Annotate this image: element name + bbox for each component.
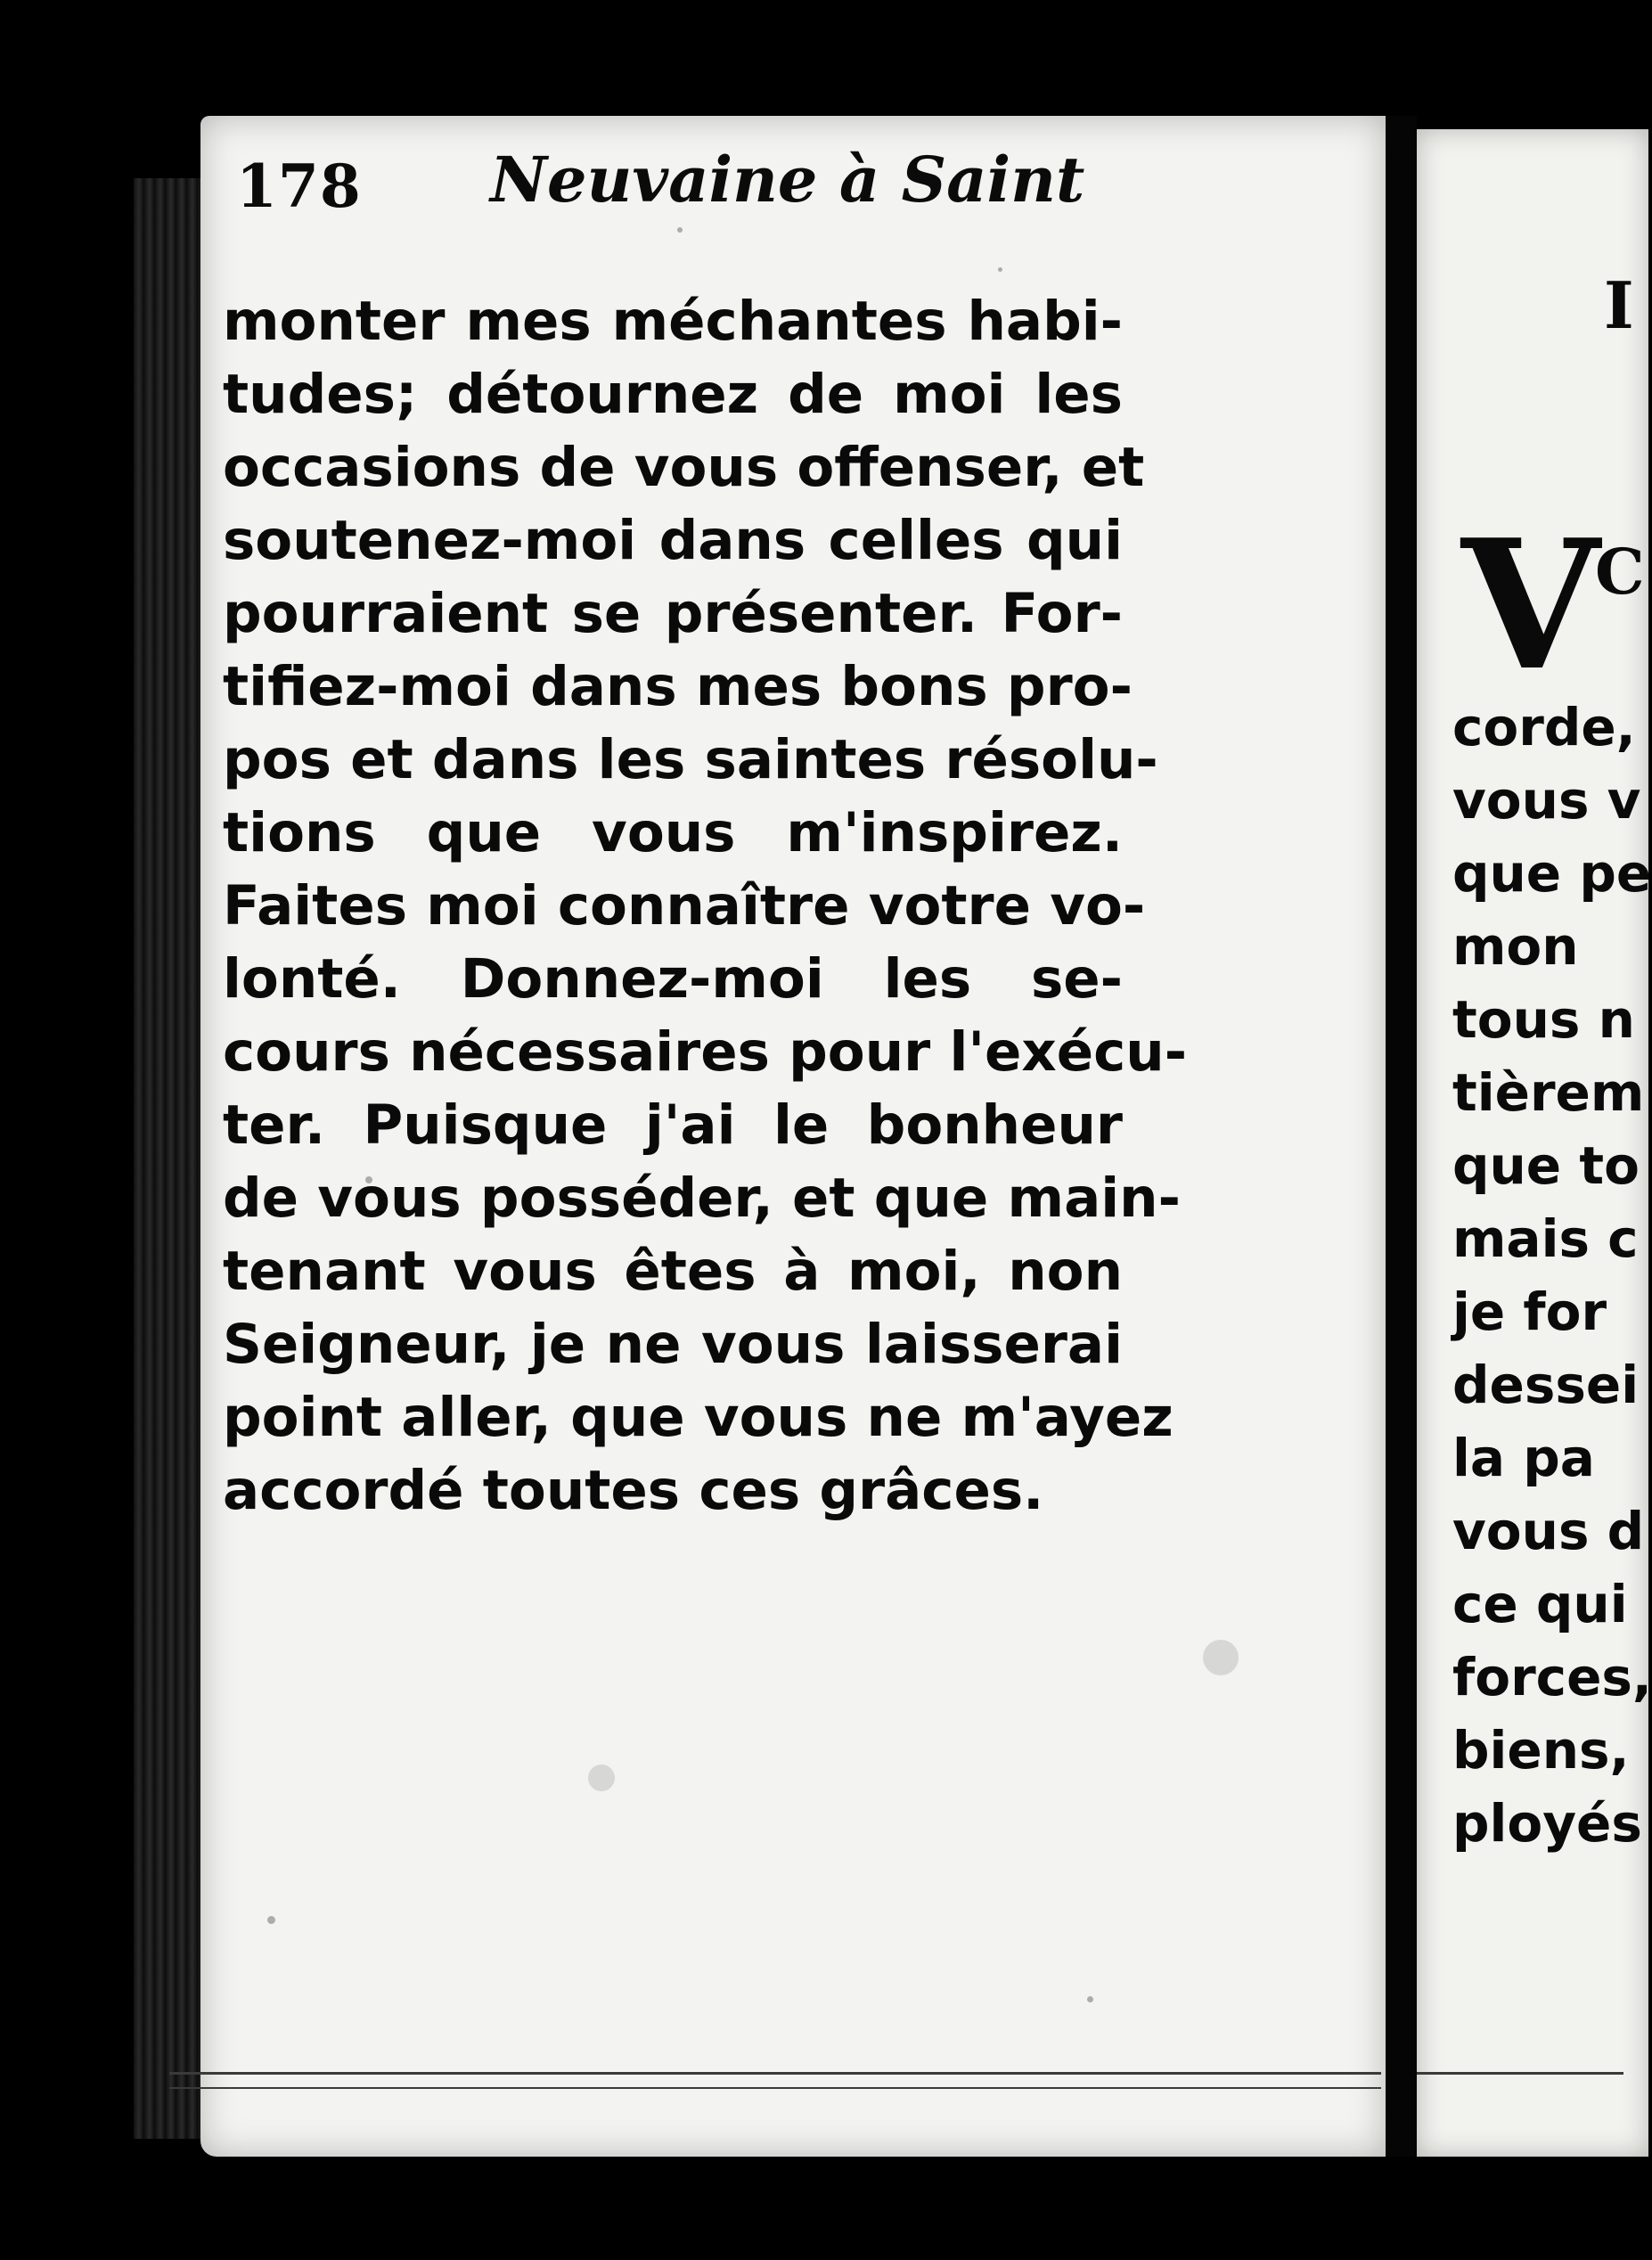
text-line: lonté. Donnez-moi les se- [223,947,1123,1011]
text-line: cours nécessaires pour l'exécu- [223,1020,1188,1084]
text-line: accordé toutes ces grâces. [223,1459,1044,1522]
right-page-text [1452,691,1652,1860]
text-line: ployés [1452,1793,1642,1854]
text-line: Seigneur, je ne vous laisserai [223,1313,1123,1376]
text-line: biens, [1452,1720,1630,1781]
text-line: Faites moi connaître votre vo- [223,874,1146,938]
body-text [223,285,1188,1527]
text-line: vous v [1452,770,1641,831]
text-line: tifiez-moi dans mes bons pro- [223,655,1133,718]
page-header [236,143,1127,241]
text-line: que to [1452,1135,1640,1196]
bottom-rule [1417,2072,1623,2075]
paper-speck [588,1765,615,1791]
text-line: corde, [1452,697,1636,757]
page-number: 178 [236,151,362,221]
drop-cap-following-letter: C [1595,535,1645,609]
running-title: Neuvaine à Saint [490,143,1085,217]
paper-speck [1203,1640,1239,1675]
text-line: tions que vous m'inspirez. [223,801,1123,864]
text-line: forces, [1452,1647,1652,1707]
text-line: la pa [1452,1428,1595,1488]
bottom-rule [169,2087,1381,2089]
text-line: monter mes méchantes habi- [223,290,1123,353]
paper-speck [1087,1996,1093,2002]
page-gutter [1386,116,1417,2157]
paper-speck [998,267,1002,272]
text-line: point aller, que vous ne m'ayez [223,1386,1174,1449]
right-page-header-fragment: I [1604,267,1634,343]
text-line: pourraient se présenter. For- [223,582,1123,645]
text-line: ter. Puisque j'ai le bonheur [223,1093,1123,1157]
text-line: vous d [1452,1501,1645,1561]
bottom-rule [169,2072,1381,2075]
text-line: tenant vous êtes à moi, non [223,1240,1123,1303]
text-line: tièrem [1452,1062,1645,1123]
text-line: mon [1452,916,1579,977]
text-line: ce qui [1452,1574,1628,1634]
text-line: pos et dans les saintes résolu- [223,728,1158,791]
text-line: tudes; détournez de moi les [223,363,1123,426]
paper-speck [267,1916,275,1924]
text-line: je for [1452,1281,1607,1342]
text-line: soutenez-moi dans celles qui [223,509,1123,572]
text-line: tous n [1452,989,1635,1050]
drop-cap: V [1461,501,1600,710]
text-line: que pe [1452,843,1652,904]
text-line: occasions de vous offenser, et [223,436,1145,499]
text-line: mais c [1452,1208,1639,1269]
text-line: de vous posséder, et que main- [223,1167,1181,1230]
text-line: dessei [1452,1355,1640,1415]
